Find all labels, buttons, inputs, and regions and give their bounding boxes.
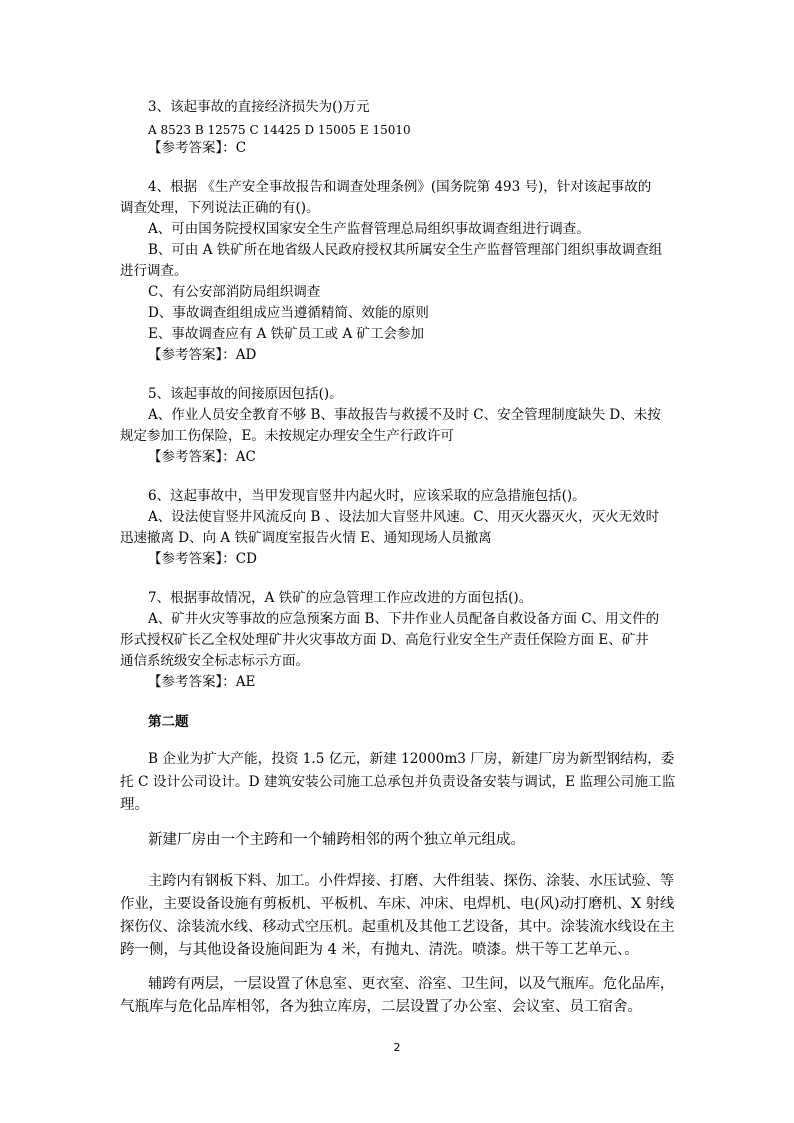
q4-question-line2: 调查处理，下列说法正确的有()。: [120, 200, 320, 216]
q6-options-line2: 迅速撤离 D、向 A 铁矿调度室报告火情 E、通知现场人员撤离: [120, 530, 492, 546]
section2-para1-line1: B 企业为扩大产能，投资 1.5 亿元，新建 12000m3 厂房，新建厂房为新型钢结构，委: [148, 751, 675, 767]
section2-para3-line2: 作业，主要设备设施有剪板机、平板机、车床、冲床、电焊机、电(风)动打磨机、X 射线: [120, 896, 675, 912]
section2-para3-line4: 跨一侧，与其他设备设施间距为 4 米，有抛丸、清洗。喷漆。烘干等工艺单元、。: [120, 942, 639, 958]
section2-title: 第二题: [148, 714, 189, 730]
q4-option-c: C、有公安部消防局组织调查: [148, 284, 321, 300]
q4-option-d: D、事故调查组组成应当遵循精简、效能的原则: [148, 305, 429, 321]
section2-para4-line1: 辅跨有两层，一层设置了休息室、更衣室、浴室、卫生间，以及气瓶库。危化品库，: [148, 976, 675, 992]
q7-options-line2: 形式授权矿长乙全权处理矿井火灾事故方面 D、高危行业安全生产责任保险方面 E、矿井: [120, 632, 649, 648]
q6-options-line1: A、设法使盲竖井风流反向 B 、设法加大盲竖井风速。C、用灭火器灭火，灭火无效时: [148, 509, 660, 525]
q6-question: 6、这起事故中，当甲发现盲竖井内起火时，应该采取的应急措施包括()。: [148, 488, 586, 504]
section2-para1-line3: 理。: [120, 797, 149, 813]
q4-answer: 【参考答案】：AD: [148, 347, 257, 363]
section2-para1-line2: 托 C 设计公司设计。D 建筑安装公司施工总承包并负责设备安装与调试，E 监理公司施工监: [120, 774, 676, 790]
q3-options: A 8523 B 12575 C 14425 D 15005 E 15010: [148, 123, 411, 137]
q5-answer: 【参考答案】：AC: [148, 449, 256, 465]
section2-para4-line2: 气瓶库与危化品库相邻，各为独立库房，二层设置了办公室、会议室、员工宿舍。: [120, 999, 642, 1015]
section2-para2: 新建厂房由一个主跨和一个辅跨相邻的两个独立单元组成。: [148, 832, 525, 848]
q5-options-line2: 规定参加工伤保险，E。未按规定办理安全生产行政许可: [120, 428, 454, 444]
q7-question: 7、根据事故情况，A 铁矿的应急管理工作应改进的方面包括()。: [148, 590, 533, 606]
q7-options-line3: 通信系统级安全标志标示方面。: [120, 653, 309, 669]
q4-option-a: A、可由国务院授权国家安全生产监督管理总局组织事故调查组进行调查。: [148, 221, 590, 237]
section2-para3-line3: 探伤仪、涂装流水线、移动式空压机。起重机及其他工艺设备，其中。涂装流水线设在主: [120, 919, 675, 935]
section2-para3-line1: 主跨内有钢板下料、加工。小件焊接、打磨、大件组装、探伤、涂装、水压试验、等: [148, 873, 675, 889]
q4-option-e: E、事故调查应有 A 铁矿员工或 A 矿工会参加: [148, 326, 425, 342]
q6-answer: 【参考答案】：CD: [148, 551, 257, 567]
q4-option-b-line2: 进行调查。: [120, 263, 188, 279]
q5-question: 5、该起事故的间接原因包括()。: [148, 386, 343, 402]
q4-option-b-line1: B、可由 A 铁矿所在地省级人民政府授权其所属安全生产监督管理部门组织事故调查组: [148, 242, 663, 258]
q7-answer: 【参考答案】：AE: [148, 674, 256, 690]
q4-question-line1: 4、根据 《生产安全事故报告和调查处理条例》(国务院第 493 号)，针对该起事故的: [148, 179, 652, 195]
q5-options-line1: A、作业人员安全教育不够 B、事故报告与救援不及时 C、安全管理制度缺失 D、未按: [148, 407, 661, 423]
q3-answer: 【参考答案】：C: [148, 140, 247, 156]
page-number: 2: [393, 1041, 401, 1054]
q7-options-line1: A、矿井火灾等事故的应急预案方面 B、下井作业人员配备自救设备方面 C、用文件的: [148, 611, 660, 627]
q3-question: 3、该起事故的直接经济损失为()万元: [148, 99, 370, 115]
